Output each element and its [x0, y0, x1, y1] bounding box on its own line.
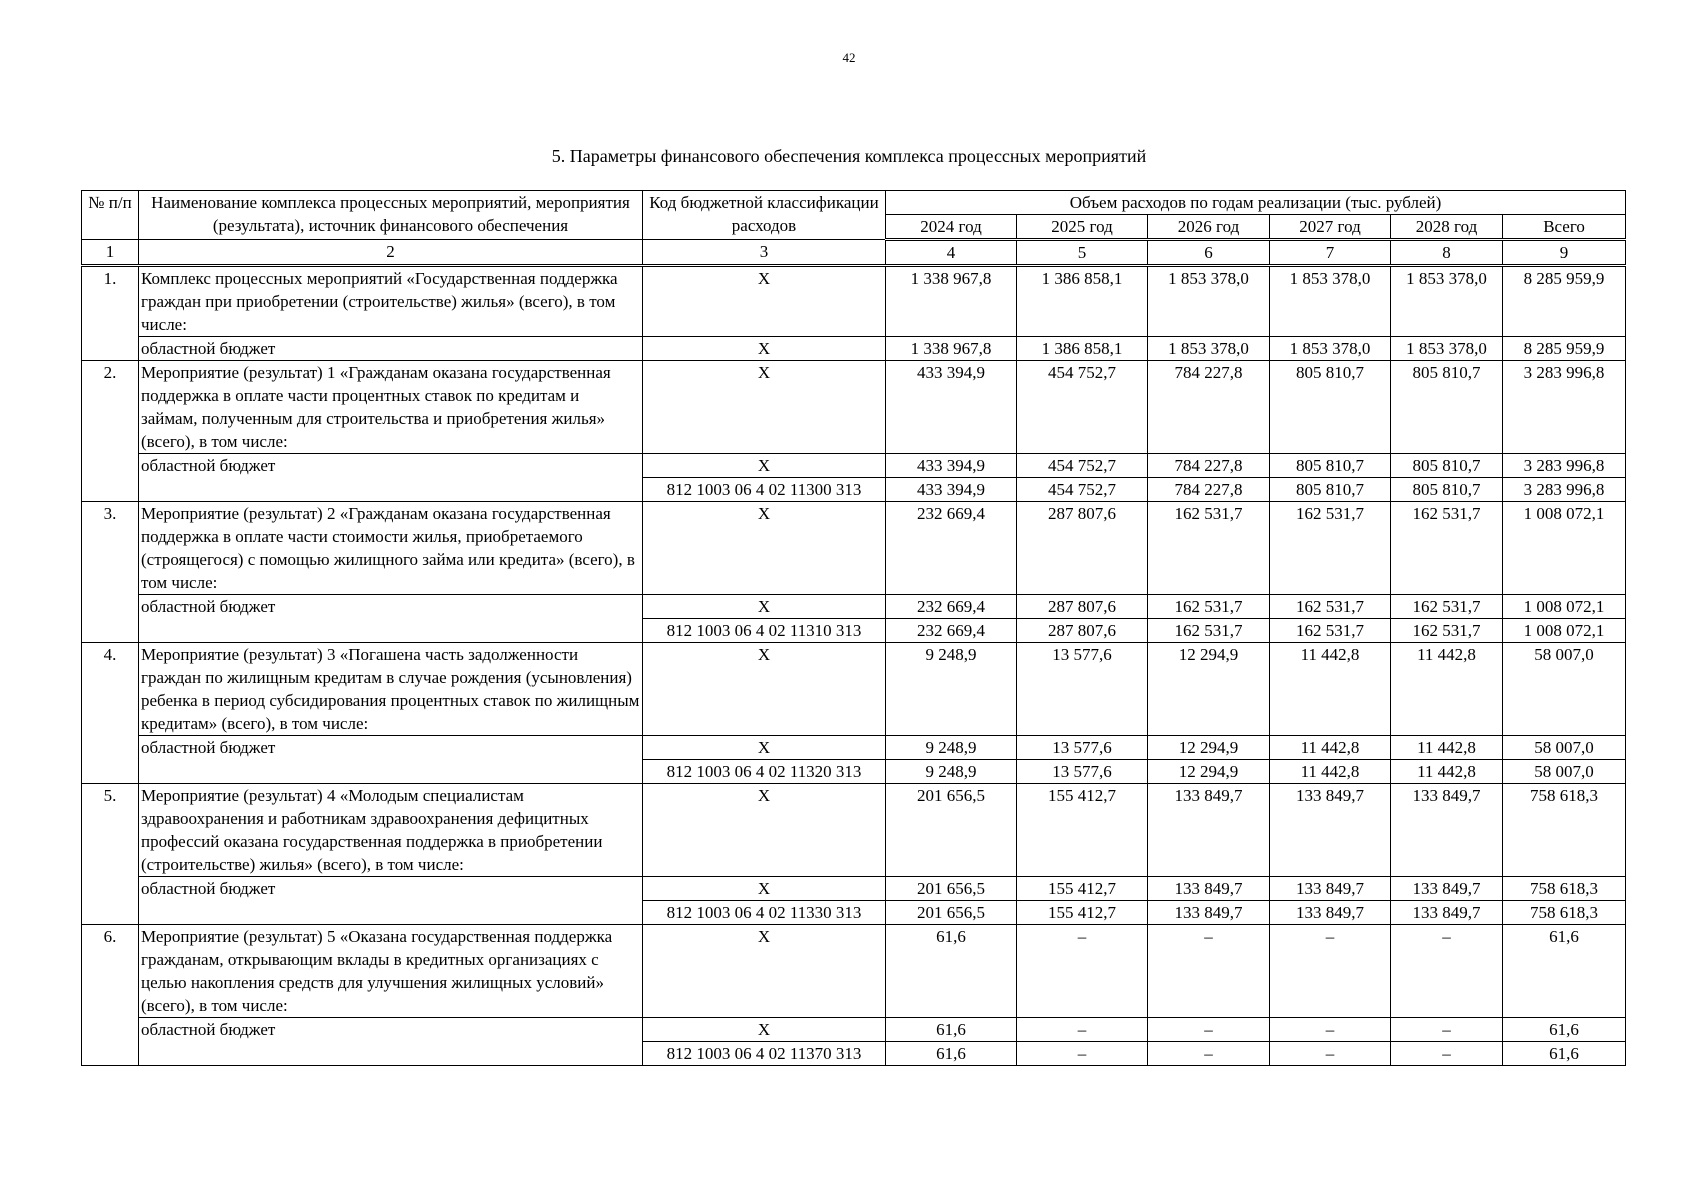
amount-cell: 12 294,9	[1148, 643, 1270, 736]
row-number: 6.	[82, 925, 139, 1066]
amount-cell: 133 849,7	[1391, 901, 1503, 925]
amount-cell: 11 442,8	[1270, 736, 1391, 760]
amount-cell: 155 412,7	[1017, 877, 1148, 901]
amount-cell: –	[1148, 1018, 1270, 1042]
budget-code: Х	[643, 925, 886, 1018]
amount-cell: 454 752,7	[1017, 361, 1148, 454]
amount-cell: 162 531,7	[1148, 619, 1270, 643]
amount-cell: 3 283 996,8	[1503, 478, 1626, 502]
amount-cell: 12 294,9	[1148, 736, 1270, 760]
amount-cell: 9 248,9	[886, 760, 1017, 784]
amount-cell: –	[1148, 925, 1270, 1018]
amount-cell: 162 531,7	[1391, 595, 1503, 619]
row-number: 3.	[82, 502, 139, 643]
page-number: 42	[842, 50, 856, 65]
row-name: Комплекс процессных мероприятий «Государственная поддержка граждан при приобретении (строительстве) жилья» (всего), в том числе:	[139, 266, 643, 337]
amount-cell: 1 008 072,1	[1503, 619, 1626, 643]
amount-cell: –	[1391, 925, 1503, 1018]
header-code: Код бюджетной классификации расходов	[643, 191, 886, 240]
amount-cell: 805 810,7	[1391, 478, 1503, 502]
amount-cell: 232 669,4	[886, 502, 1017, 595]
amount-cell: 1 853 378,0	[1270, 266, 1391, 337]
amount-cell: 805 810,7	[1270, 361, 1391, 454]
amount-cell: 13 577,6	[1017, 736, 1148, 760]
amount-cell: 133 849,7	[1270, 901, 1391, 925]
amount-cell: 232 669,4	[886, 619, 1017, 643]
amount-cell: 61,6	[1503, 1018, 1626, 1042]
amount-cell: 805 810,7	[1391, 361, 1503, 454]
amount-cell: 61,6	[1503, 925, 1626, 1018]
amount-cell: 1 853 378,0	[1148, 337, 1270, 361]
budget-code: 812 1003 06 4 02 11300 313	[643, 478, 886, 502]
amount-cell: 58 007,0	[1503, 643, 1626, 736]
header-year: 2024 год	[886, 215, 1017, 240]
amount-cell: –	[1017, 1018, 1148, 1042]
amount-cell: –	[1270, 1042, 1391, 1066]
budget-code: Х	[643, 1018, 886, 1042]
amount-cell: 433 394,9	[886, 454, 1017, 478]
header-year: Всего	[1503, 215, 1626, 240]
amount-cell: 58 007,0	[1503, 760, 1626, 784]
column-number: 4	[886, 240, 1017, 266]
amount-cell: 287 807,6	[1017, 595, 1148, 619]
amount-cell: 11 442,8	[1391, 643, 1503, 736]
amount-cell: 454 752,7	[1017, 454, 1148, 478]
amount-cell: 201 656,5	[886, 784, 1017, 877]
amount-cell: 758 618,3	[1503, 901, 1626, 925]
row-number: 5.	[82, 784, 139, 925]
header-name: Наименование комплекса процессных мероприятий, мероприятия (результата), источник финансового обеспечения	[139, 191, 643, 240]
amount-cell: –	[1391, 1018, 1503, 1042]
column-number: 2	[139, 240, 643, 266]
amount-cell: 1 853 378,0	[1270, 337, 1391, 361]
amount-cell: –	[1017, 925, 1148, 1018]
amount-cell: 1 386 858,1	[1017, 337, 1148, 361]
row-name: Мероприятие (результат) 4 «Молодым специалистам здравоохранения и работникам здравоохранения дефицитных профессий оказана государственная поддержка в приобретении (строительстве) жилья» (всего), в том числе:	[139, 784, 643, 877]
amount-cell: 758 618,3	[1503, 877, 1626, 901]
budget-code: Х	[643, 361, 886, 454]
header-volume: Объем расходов по годам реализации (тыс. рублей)	[886, 191, 1626, 215]
budget-code: Х	[643, 454, 886, 478]
column-number: 6	[1148, 240, 1270, 266]
amount-cell: 11 442,8	[1391, 736, 1503, 760]
amount-cell: 11 442,8	[1270, 760, 1391, 784]
amount-cell: 11 442,8	[1391, 760, 1503, 784]
table-row	[82, 337, 1626, 361]
amount-cell: 1 386 858,1	[1017, 266, 1148, 337]
amount-cell: 454 752,7	[1017, 478, 1148, 502]
header-year: 2028 год	[1391, 215, 1503, 240]
amount-cell: 162 531,7	[1270, 502, 1391, 595]
amount-cell: 433 394,9	[886, 361, 1017, 454]
table-row	[82, 925, 1626, 1018]
amount-cell: –	[1391, 1042, 1503, 1066]
amount-cell: 162 531,7	[1270, 595, 1391, 619]
amount-cell: 784 227,8	[1148, 361, 1270, 454]
budget-code: Х	[643, 266, 886, 337]
amount-cell: 1 853 378,0	[1148, 266, 1270, 337]
section-title: 5. Параметры финансового обеспечения комплекса процессных мероприятий	[551, 146, 1147, 166]
budget-code: Х	[643, 877, 886, 901]
table-row	[82, 502, 1626, 595]
row-number: 1.	[82, 266, 139, 361]
amount-cell: 433 394,9	[886, 478, 1017, 502]
table-row	[82, 643, 1626, 736]
budget-code: Х	[643, 337, 886, 361]
row-name: областной бюджет	[139, 877, 643, 925]
header-year: 2025 год	[1017, 215, 1148, 240]
column-number: 3	[643, 240, 886, 266]
budget-code: Х	[643, 595, 886, 619]
row-name: Мероприятие (результат) 3 «Погашена часть задолженности граждан по жилищным кредитам в случае рождения (усыновления) ребенка в период субсидирования процентных ставок по жилищным кредитам» (всего), в том числе:	[139, 643, 643, 736]
row-name: областной бюджет	[139, 1018, 643, 1066]
amount-cell: –	[1148, 1042, 1270, 1066]
amount-cell: 12 294,9	[1148, 760, 1270, 784]
amount-cell: 133 849,7	[1270, 877, 1391, 901]
amount-cell: 162 531,7	[1391, 502, 1503, 595]
row-name: областной бюджет	[139, 337, 643, 361]
amount-cell: 13 577,6	[1017, 760, 1148, 784]
amount-cell: 201 656,5	[886, 901, 1017, 925]
amount-cell: 1 008 072,1	[1503, 595, 1626, 619]
amount-cell: 58 007,0	[1503, 736, 1626, 760]
table-row	[82, 454, 1626, 478]
amount-cell: –	[1017, 1042, 1148, 1066]
amount-cell: 287 807,6	[1017, 619, 1148, 643]
budget-code: Х	[643, 643, 886, 736]
table-row	[82, 595, 1626, 619]
amount-cell: 133 849,7	[1148, 901, 1270, 925]
amount-cell: 3 283 996,8	[1503, 361, 1626, 454]
budget-code: 812 1003 06 4 02 11310 313	[643, 619, 886, 643]
amount-cell: 805 810,7	[1391, 454, 1503, 478]
column-number: 9	[1503, 240, 1626, 266]
amount-cell: 287 807,6	[1017, 502, 1148, 595]
budget-code: 812 1003 06 4 02 11320 313	[643, 760, 886, 784]
row-name: областной бюджет	[139, 736, 643, 784]
header-no: № п/п	[82, 191, 139, 240]
amount-cell: 232 669,4	[886, 595, 1017, 619]
table-row	[82, 877, 1626, 901]
amount-cell: 162 531,7	[1270, 619, 1391, 643]
row-name: областной бюджет	[139, 595, 643, 643]
amount-cell: 8 285 959,9	[1503, 266, 1626, 337]
amount-cell: 133 849,7	[1148, 784, 1270, 877]
column-number: 7	[1270, 240, 1391, 266]
amount-cell: 1 853 378,0	[1391, 337, 1503, 361]
amount-cell: 11 442,8	[1270, 643, 1391, 736]
table-row	[82, 361, 1626, 454]
amount-cell: 805 810,7	[1270, 478, 1391, 502]
amount-cell: 61,6	[886, 1018, 1017, 1042]
amount-cell: –	[1270, 1018, 1391, 1042]
table-row	[82, 266, 1626, 337]
row-number: 4.	[82, 643, 139, 784]
amount-cell: 1 338 967,8	[886, 266, 1017, 337]
column-number: 5	[1017, 240, 1148, 266]
amount-cell: 758 618,3	[1503, 784, 1626, 877]
amount-cell: 61,6	[886, 1042, 1017, 1066]
amount-cell: 155 412,7	[1017, 784, 1148, 877]
amount-cell: 133 849,7	[1148, 877, 1270, 901]
budget-code: Х	[643, 736, 886, 760]
row-name: Мероприятие (результат) 1 «Гражданам оказана государственная поддержка в оплате части процентных ставок по кредитам и займам, полученным для строительства и приобретения жилья» (всего), в том числе:	[139, 361, 643, 454]
amount-cell: 162 531,7	[1148, 595, 1270, 619]
column-number: 8	[1391, 240, 1503, 266]
budget-code: 812 1003 06 4 02 11370 313	[643, 1042, 886, 1066]
amount-cell: 133 849,7	[1391, 784, 1503, 877]
amount-cell: 13 577,6	[1017, 643, 1148, 736]
amount-cell: 1 338 967,8	[886, 337, 1017, 361]
amount-cell: 133 849,7	[1270, 784, 1391, 877]
amount-cell: 805 810,7	[1270, 454, 1391, 478]
amount-cell: 784 227,8	[1148, 478, 1270, 502]
amount-cell: 155 412,7	[1017, 901, 1148, 925]
table-row	[82, 1018, 1626, 1042]
budget-code: Х	[643, 502, 886, 595]
header-year: 2027 год	[1270, 215, 1391, 240]
row-name: Мероприятие (результат) 2 «Гражданам оказана государственная поддержка в оплате части стоимости жилья, приобретаемого (строящегося) с помощью жилищного займа или кредита» (всего), в том числе:	[139, 502, 643, 595]
header-year: 2026 год	[1148, 215, 1270, 240]
amount-cell: 201 656,5	[886, 877, 1017, 901]
amount-cell: 1 853 378,0	[1391, 266, 1503, 337]
budget-code: 812 1003 06 4 02 11330 313	[643, 901, 886, 925]
amount-cell: 784 227,8	[1148, 454, 1270, 478]
amount-cell: 61,6	[1503, 1042, 1626, 1066]
amount-cell: 162 531,7	[1148, 502, 1270, 595]
amount-cell: 133 849,7	[1391, 877, 1503, 901]
column-number: 1	[82, 240, 139, 266]
amount-cell: 162 531,7	[1391, 619, 1503, 643]
amount-cell: 3 283 996,8	[1503, 454, 1626, 478]
amount-cell: –	[1270, 925, 1391, 1018]
row-name: областной бюджет	[139, 454, 643, 502]
table-row	[82, 784, 1626, 877]
row-name: Мероприятие (результат) 5 «Оказана государственная поддержка гражданам, открывающим вклады в кредитных организациях с целью накопления средств для улучшения жилищных условий» (всего), в том числе:	[139, 925, 643, 1018]
table-row	[82, 736, 1626, 760]
budget-code: Х	[643, 784, 886, 877]
amount-cell: 1 008 072,1	[1503, 502, 1626, 595]
amount-cell: 9 248,9	[886, 736, 1017, 760]
amount-cell: 9 248,9	[886, 643, 1017, 736]
amount-cell: 8 285 959,9	[1503, 337, 1626, 361]
amount-cell: 61,6	[886, 925, 1017, 1018]
financing-table	[81, 190, 1626, 1066]
row-number: 2.	[82, 361, 139, 502]
